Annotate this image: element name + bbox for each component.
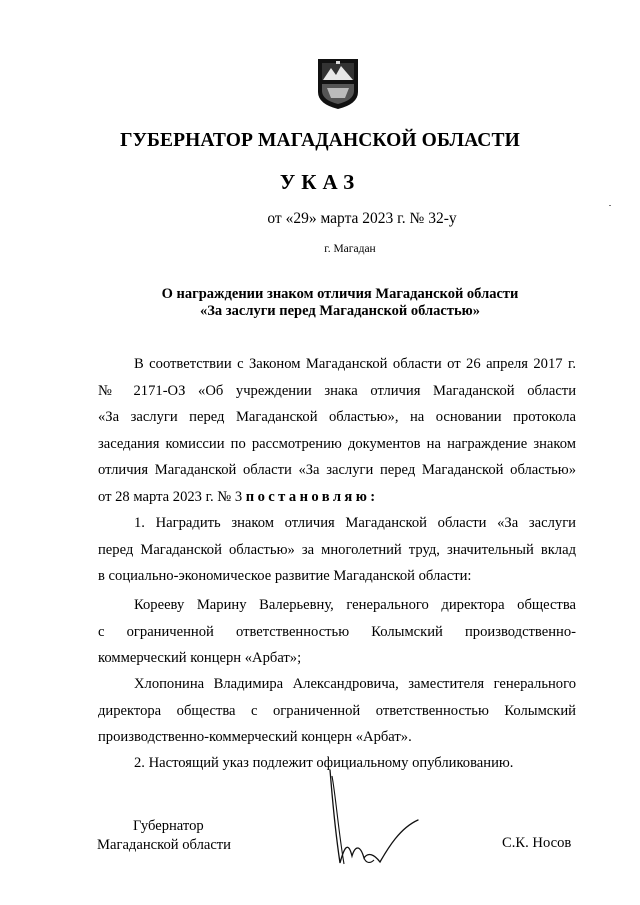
decree-subject (20, 286, 640, 320)
awardee-1-paragraph (98, 592, 576, 672)
awardee-2-paragraph (98, 671, 576, 751)
text-line: коммерческий концерн «Арбат»; (98, 650, 302, 666)
text-line (98, 484, 576, 511)
document-date-number: от «29» марта 2023 г. № 32-у (267, 210, 457, 227)
text-line: Корееву Марину Валерьевну, генерального директора общества (134, 597, 576, 613)
document-city: г. Магадан (324, 243, 376, 255)
subject-line: «За заслуги перед Магаданской областью» (200, 303, 480, 319)
text-line: 2. Настоящий указ подлежит официальному опубликованию. (134, 755, 514, 771)
governor-title: ГУБЕРНАТОР МАГАДАНСКОЙ ОБЛАСТИ (120, 130, 520, 151)
text-line: заседания комиссии по рассмотрению документов на награждение знаком (98, 435, 576, 452)
text-line: в социально-экономическое развитие Магаданской области: (98, 568, 472, 584)
text-line: Хлопонина Владимира Александровича, заместителя генерального (134, 676, 576, 692)
intro-paragraph (98, 351, 576, 510)
decree-word: постановляю: (245, 488, 379, 505)
text-line: 1. Наградить знаком отличия Магаданской области «За заслуги (134, 515, 576, 531)
document-type: УКАЗ (279, 170, 361, 194)
handwritten-signature-icon (322, 768, 432, 878)
text-line: перед Магаданской областью» за многолетний труд, значительный вклад (98, 541, 576, 558)
text-line: директора общества с ограниченной ответственностью Колымский (98, 702, 576, 719)
position-line: Магаданской области (97, 837, 231, 853)
text-line: «За заслуги перед Магаданской областью», на основании протокола (98, 409, 576, 425)
item-1-paragraph (98, 510, 576, 590)
coat-of-arms-icon (317, 58, 359, 110)
text-line: производственно-коммерческий концерн «Арбат». (98, 729, 412, 745)
text-line: отличия Магаданской области «За заслуги перед Магаданской областью» (98, 462, 576, 478)
signatory-name: С.К. Носов (502, 835, 572, 851)
scan-speck (609, 205, 611, 206)
text-fragment: от 28 марта 2023 г. № 3 (98, 488, 246, 505)
position-line: Губернатор (133, 818, 204, 834)
text-line: № 2171-ОЗ «Об учреждении знака отличия Магаданской области (98, 382, 576, 399)
signatory-position (97, 817, 231, 855)
text-line: с ограниченной ответственностью Колымский производственно- (98, 623, 576, 640)
text-line: В соответствии с Законом Магаданской области от 26 апреля 2017 г. (134, 356, 576, 372)
subject-line: О награждении знаком отличия Магаданской области (161, 286, 519, 302)
